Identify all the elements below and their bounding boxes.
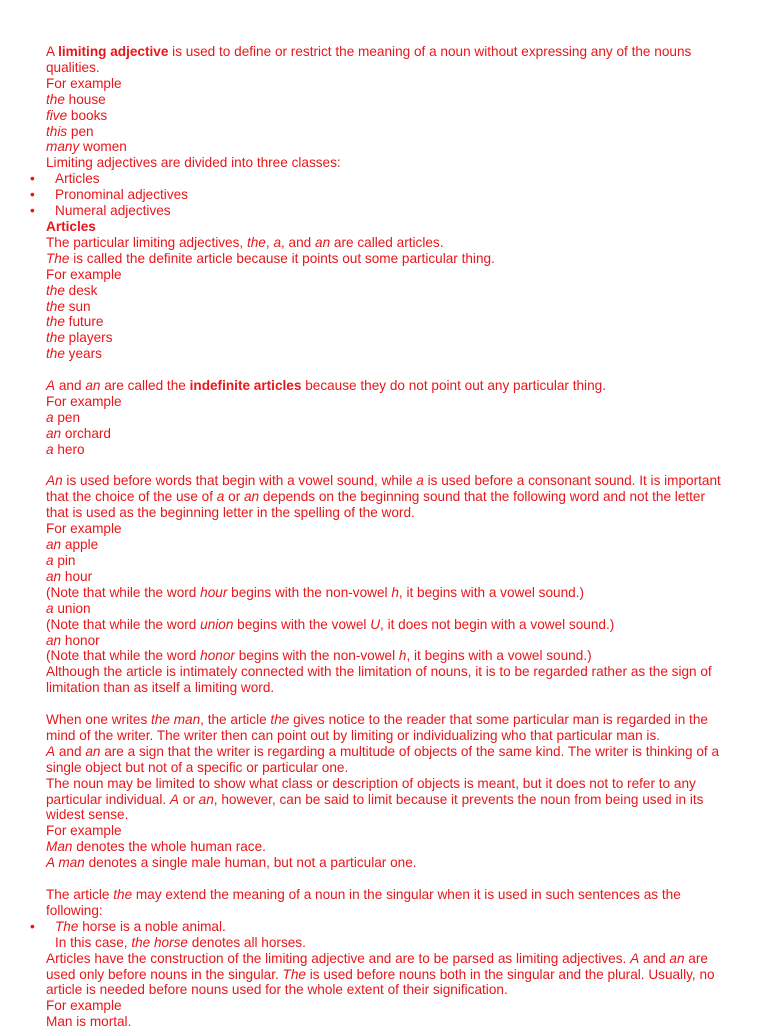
section-heading-articles: Articles <box>46 218 96 234</box>
paragraph-article-limitation: Although the article is intimately connected with the limitation of nouns, it is to be regarded rather as the sign of limitation than as itself a limiting word. <box>46 664 712 696</box>
example-item: five books <box>46 107 108 123</box>
example-note: (Note that while the word honor begins with the non-vowel h, it begins with a vowel sound.) <box>46 648 592 664</box>
example-block-5 <box>46 823 726 871</box>
example-item: the years <box>46 346 102 362</box>
example-item: A man denotes a single male human, but not a particular one. <box>46 855 417 871</box>
example-block-4 <box>46 521 726 664</box>
example-item: an hour <box>46 568 93 584</box>
list-item: • The horse is a noble animal. <box>46 919 726 935</box>
paragraph-extend-meaning: The article the may extend the meaning of a noun in the singular when it is used in such sentences as the following: <box>46 886 681 918</box>
paragraph-an-vs-a: An is used before words that begin with a vowel sound, while a is used before a consonant sound. It is important that the choice of the use of a or an depends on the beginning sound that the following word and not the letter that is used as the beginning letter in the spelling of the word. <box>46 473 721 521</box>
example-item: an apple <box>46 537 99 553</box>
example-item: the house <box>46 91 106 107</box>
spacer <box>46 362 726 378</box>
example-label: For example <box>46 998 122 1014</box>
example-note: (Note that while the word union begins with the vowel U, it does not begin with a vowel sound.) <box>46 616 615 632</box>
document-page <box>46 44 726 1030</box>
list-item: • Articles <box>46 171 726 187</box>
spacer <box>46 458 726 474</box>
example-label: For example <box>46 521 122 537</box>
term-limiting-adjective: limiting adjective <box>58 44 169 59</box>
paragraph-definite-article: The is called the definite article because it points out some particular thing. <box>46 250 495 266</box>
example-label: For example <box>46 266 122 282</box>
example-item: this pen <box>46 123 94 139</box>
list-item: • Pronominal adjectives <box>46 187 726 203</box>
classes-intro: Limiting adjectives are divided into three classes: <box>46 155 341 171</box>
example-item: the players <box>46 330 113 346</box>
example-label: For example <box>46 823 122 839</box>
example-note: (Note that while the word hour begins with the non-vowel h, it begins with a vowel sound.) <box>46 584 585 600</box>
example-item: the desk <box>46 282 98 298</box>
paragraph-articles-intro: The particular limiting adjectives, the, a, and an are called articles. <box>46 234 444 250</box>
paragraph-the-man: When one writes the man, the article the gives notice to the reader that some particular man is regarded in the mind of the writer. The writer then can point out by limiting or individualizing who that particular man is. <box>46 712 708 743</box>
term-indefinite-articles: indefinite articles <box>189 378 302 394</box>
example-block-2 <box>46 267 726 362</box>
spacer <box>46 871 726 887</box>
example-item: an honor <box>46 632 100 648</box>
example-item: many women <box>46 139 127 155</box>
paragraph-a-and-an-sign: A and an are a sign that the writer is regarding a multitude of objects of the same kind. The writer is thinking of a single object but not of a specific or particular one. <box>46 743 720 775</box>
example-item: a pen <box>46 409 81 425</box>
example-item: a hero <box>46 441 85 457</box>
paragraph-noun-limited: The noun may be limited to show what class or description of objects is meant, but it does not to refer to any particular individual. A or an, however, can be said to limit because it prevents the noun from being used in its widest sense. <box>46 775 704 823</box>
paragraph-this-case: In this case, the horse denotes all horses. <box>55 934 306 950</box>
example-block-3 <box>46 394 726 458</box>
paragraph-indefinite-articles: A and an are called the indefinite articles because they do not point out any particular thing. <box>46 378 606 394</box>
example-label: For example <box>46 75 122 91</box>
list-item: • Numeral adjectives <box>46 203 726 219</box>
paragraph-limiting-adjective: A limiting adjective is used to define or restrict the meaning of a noun without expressing any of the nouns qualities. <box>46 44 692 75</box>
example-bullet-list <box>46 919 726 935</box>
example-item: a union <box>46 600 91 616</box>
example-item: the future <box>46 314 104 330</box>
example-item: an orchard <box>46 425 111 441</box>
paragraph-articles-construction: Articles have the construction of the limiting adjective and are to be parsed as limiting adjectives. A and an are used only before nouns in the singular. The is used before nouns both in the singular and the plural. Usually, no article is needed before nouns used for the whole extent of their signification. <box>46 950 715 998</box>
example-block-6 <box>46 998 726 1030</box>
spacer <box>46 696 726 712</box>
example-item: the sun <box>46 298 91 314</box>
classes-list <box>46 171 726 219</box>
example-item: a pin <box>46 552 76 568</box>
example-block-1 <box>46 76 726 156</box>
example-label: For example <box>46 393 122 409</box>
example-item: Man denotes the whole human race. <box>46 839 266 855</box>
example-item: Man is mortal. <box>46 1014 132 1030</box>
